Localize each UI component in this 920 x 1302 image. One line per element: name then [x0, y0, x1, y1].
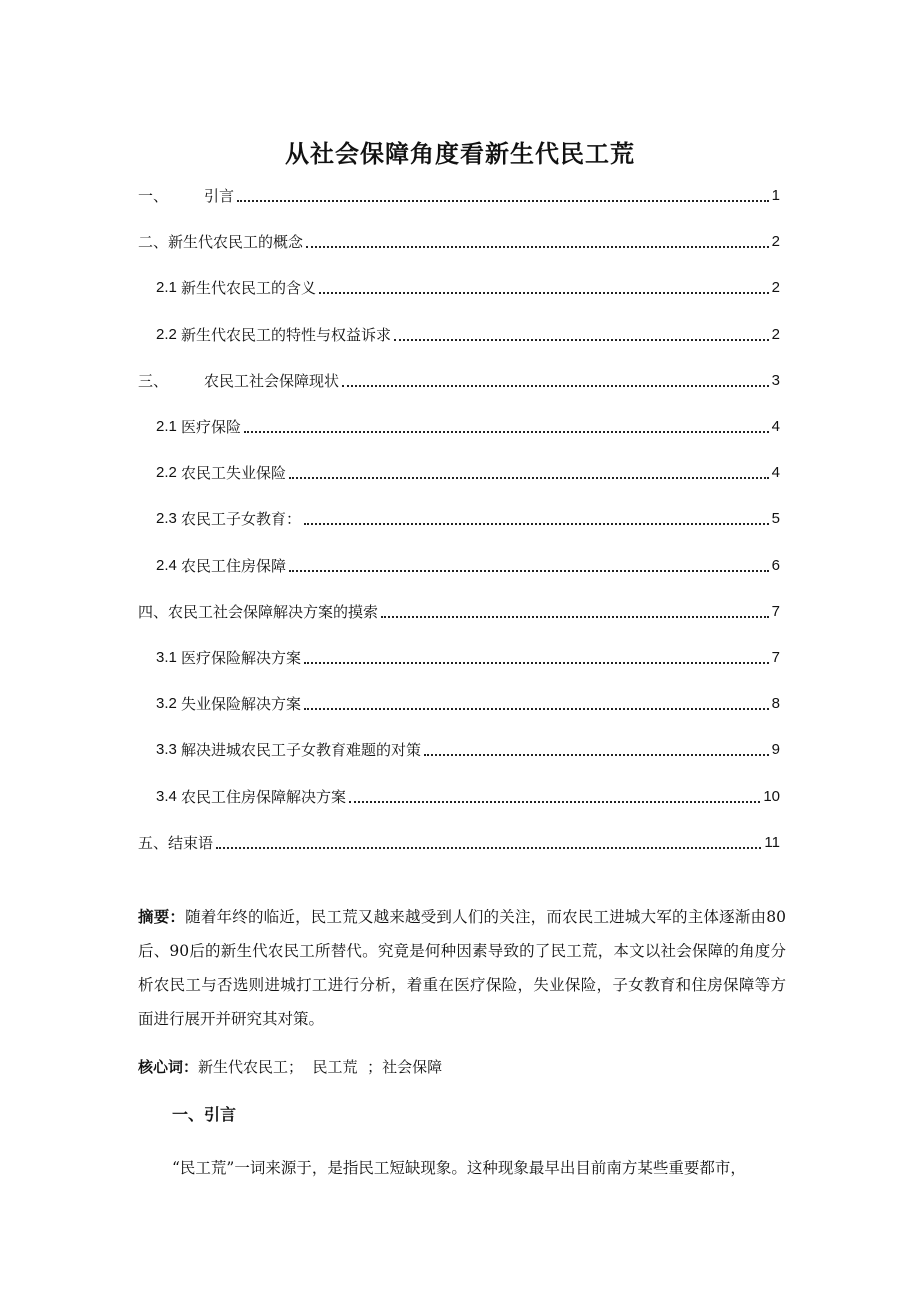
- toc-entry-number: 一、: [138, 187, 169, 205]
- toc-entry[interactable]: [138, 823, 780, 853]
- toc-dot-leader: [381, 615, 769, 618]
- toc-entry-number: 3.1: [156, 649, 182, 666]
- toc-page-number: 8: [771, 695, 780, 713]
- introduction-paragraph: “民工荒”一词来源于，是指民工短缺现象。这种现象最早出目前南方某些重要都市，: [172, 1159, 746, 1177]
- toc-entry[interactable]: [156, 268, 780, 298]
- toc-entry-number: 2.3: [156, 510, 182, 528]
- toc-entry-label: 医疗保险: [181, 418, 242, 436]
- toc-entry-number: 2.1: [156, 279, 182, 297]
- toc-entry[interactable]: [156, 407, 780, 437]
- toc-entry-number: 3.3: [156, 741, 182, 759]
- toc-page-number: 6: [771, 556, 780, 574]
- toc-entry[interactable]: [138, 222, 780, 252]
- toc-entry-number: 2.4: [156, 556, 182, 574]
- toc-dot-leader: [244, 430, 769, 433]
- toc-dot-leader: [349, 800, 760, 803]
- toc-dot-leader: [306, 245, 769, 248]
- toc-entry[interactable]: [156, 684, 780, 714]
- toc-entry-number: 2.1: [156, 418, 182, 435]
- toc-page-number: 10: [763, 787, 780, 805]
- toc-page-number: 3: [771, 371, 780, 389]
- toc-entry-label: 医疗保险解决方案: [181, 649, 302, 667]
- toc-dot-leader: [304, 661, 769, 664]
- toc-entry[interactable]: [156, 546, 780, 576]
- toc-entry-label: 农民工子女教育：: [181, 510, 302, 529]
- toc-page-number: 11: [764, 833, 780, 851]
- toc-entry-label: 结束语: [168, 833, 214, 852]
- toc-dot-leader: [216, 846, 761, 849]
- toc-entry[interactable]: [156, 499, 780, 529]
- toc-entry-label: 新生代农民工的含义: [181, 279, 317, 298]
- toc-entry[interactable]: [156, 730, 780, 760]
- toc-dot-leader: [304, 522, 769, 525]
- toc-entry[interactable]: [156, 315, 780, 345]
- toc-page-number: 2: [771, 233, 780, 251]
- toc-entry-label: 新生代农民工的特性与权益诉求: [181, 325, 392, 344]
- toc-entry[interactable]: [138, 176, 780, 206]
- abstract-text: 随着年终的临近，民工荒又越来越受到人们的关注，而农民工进城大军的主体逐渐由80后、90后的新生代农民工所替代。究竟是何种因素导致的了民工荒，本文以社会保障的角度分析农民工与否选则进城打工进行分析，着重在医疗保险，失业保险，子女教育和住房保障等方面进行展开并研究其对策。: [138, 908, 786, 1028]
- toc-entry-label: 农民工失业保险: [181, 464, 287, 483]
- abstract-paragraph: [138, 900, 786, 1036]
- toc-entry-number: 2.2: [156, 464, 182, 482]
- toc-entry-label: 农民工社会保障解决方案的摸索: [168, 602, 379, 621]
- toc-dot-leader: [319, 291, 769, 294]
- toc-entry-number: 3.2: [156, 695, 182, 713]
- toc-entry[interactable]: [156, 777, 780, 807]
- toc-page-number: 5: [771, 510, 780, 528]
- toc-page-number: 1: [771, 187, 780, 204]
- toc-dot-leader: [237, 199, 769, 202]
- toc-page-number: 4: [771, 464, 780, 482]
- toc-entry-number: 2.2: [156, 325, 182, 343]
- keywords-text: 新生代农民工； 民工荒 ；社会保障: [198, 1058, 443, 1076]
- toc-dot-leader: [342, 384, 769, 387]
- toc-page-number: 9: [771, 741, 780, 759]
- toc-dot-leader: [394, 338, 769, 341]
- toc-entry-number: 四、: [138, 602, 169, 621]
- abstract-label: 摘要：: [138, 908, 186, 926]
- toc-entry-number: 三、: [138, 371, 169, 390]
- toc-entry-label: 农民工住房保障: [181, 556, 287, 575]
- toc-entry[interactable]: [156, 638, 780, 668]
- toc-entry-label: 失业保险解决方案: [181, 695, 302, 714]
- document-title: 从社会保障角度看新生代民工荒: [285, 140, 635, 168]
- toc-dot-leader: [424, 753, 769, 756]
- keywords-line: [138, 1052, 442, 1082]
- toc-entry-number: 五、: [138, 833, 169, 852]
- toc-page-number: 7: [771, 649, 780, 666]
- toc-entry-label: 新生代农民工的概念: [168, 233, 304, 252]
- keywords-label: 核心词：: [138, 1058, 199, 1076]
- toc-page-number: 4: [771, 418, 780, 435]
- toc-dot-leader: [304, 707, 769, 710]
- toc-entry[interactable]: [156, 453, 780, 483]
- toc-page-number: 2: [771, 279, 780, 297]
- toc-entry-number: 3.4: [156, 787, 182, 805]
- toc-entry-label: 农民工住房保障解决方案: [181, 787, 347, 806]
- toc-entry-label: 解决进城农民工子女教育难题的对策: [181, 741, 422, 760]
- toc-entry[interactable]: [138, 361, 780, 391]
- toc-dot-leader: [289, 569, 769, 572]
- toc-entry-number: 二、: [138, 233, 169, 252]
- toc-entry-label: 农民工社会保障现状: [204, 371, 340, 390]
- toc-page-number: 2: [771, 325, 780, 343]
- section-heading-introduction: 一、引言: [172, 1105, 237, 1124]
- toc-dot-leader: [289, 476, 769, 479]
- toc-page-number: 7: [771, 602, 780, 620]
- toc-entry-label: 引言: [204, 187, 235, 205]
- toc-entry[interactable]: [138, 592, 780, 622]
